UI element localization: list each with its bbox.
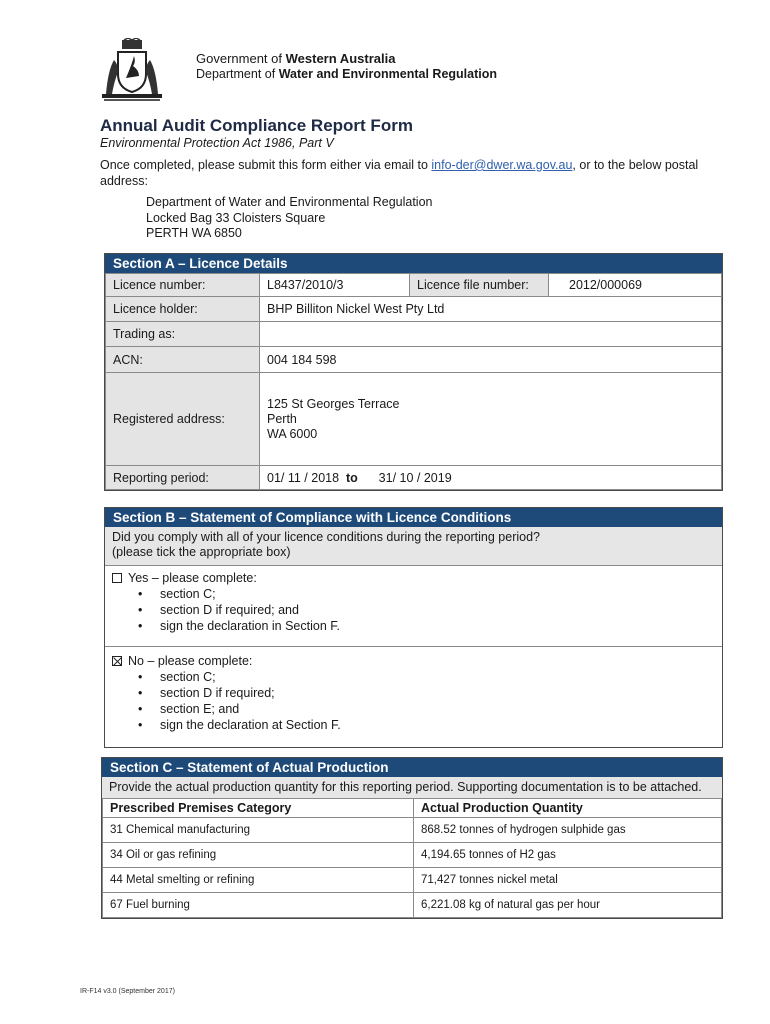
period-from: 01/ 11 / 2018	[267, 470, 340, 485]
acn-label: ACN:	[106, 347, 260, 373]
section-a-licence-details	[104, 253, 723, 491]
quantity-cell[interactable]: 4,194.65 tonnes of H2 gas	[414, 843, 722, 868]
section-b-compliance	[104, 507, 723, 748]
reporting-period-value[interactable]	[260, 466, 722, 490]
intro-after: , or to the below postal address:	[100, 158, 699, 188]
yes-list	[112, 586, 715, 634]
licence-file-label: Licence file number:	[410, 274, 549, 297]
address-line: Department of Water and Environmental Regulation	[146, 195, 433, 209]
category-cell: 34 Oil or gas refining	[103, 843, 414, 868]
registered-address-value[interactable]	[260, 373, 722, 466]
category-cell: 67 Fuel burning	[103, 893, 414, 918]
production-instruction: Provide the actual production quantity for this reporting period. Supporting documentation is to be attached.	[102, 777, 722, 798]
list-item: • section C;	[160, 669, 715, 685]
period-to: 31/ 10 / 2019	[378, 470, 452, 485]
compliance-question	[105, 527, 722, 565]
licence-number-value[interactable]: L8437/2010/3	[260, 274, 410, 297]
trading-as-label: Trading as:	[106, 322, 260, 347]
quantity-cell[interactable]: 868.52 tonnes of hydrogen sulphide gas	[414, 818, 722, 843]
gov-name: Western Australia	[285, 51, 396, 66]
list-item: • section D if required;	[160, 685, 715, 701]
no-label: No – please complete:	[128, 654, 253, 668]
dept-name: Water and Environmental Regulation	[278, 67, 498, 81]
section-c-production	[101, 757, 723, 919]
section-c-heading: Section C – Statement of Actual Production	[102, 758, 722, 777]
form-subtitle: Environmental Protection Act 1986, Part V	[100, 136, 334, 150]
reporting-period-label: Reporting period:	[106, 466, 260, 490]
table-row	[103, 893, 722, 918]
category-cell: 31 Chemical manufacturing	[103, 818, 414, 843]
list-item: • section D if required; and	[160, 602, 715, 618]
government-line	[196, 51, 395, 66]
address-line: Perth	[267, 411, 297, 426]
email-link[interactable]: info-der@dwer.wa.gov.au	[431, 158, 573, 172]
address-line: WA 6000	[267, 426, 318, 441]
category-cell: 44 Metal smelting or refining	[103, 868, 414, 893]
postal-address	[146, 195, 433, 242]
period-to-word: to	[346, 470, 358, 485]
no-list	[112, 669, 715, 733]
column-header-category: Prescribed Premises Category	[103, 799, 414, 818]
acn-value[interactable]: 004 184 598	[260, 347, 722, 373]
dept-prefix: Department of	[196, 67, 276, 81]
section-a-heading: Section A – Licence Details	[105, 254, 722, 273]
column-header-quantity: Actual Production Quantity	[414, 799, 722, 818]
address-line: 125 St Georges Terrace	[267, 396, 400, 411]
form-version-footer: IR-F14 v3.0 (September 2017)	[80, 988, 175, 995]
registered-address-label: Registered address:	[106, 373, 260, 466]
quantity-cell[interactable]: 6,221.08 kg of natural gas per hour	[414, 893, 722, 918]
form-title: Annual Audit Compliance Report Form	[100, 116, 413, 135]
licence-number-label: Licence number:	[106, 274, 260, 297]
yes-checkbox[interactable]	[112, 573, 122, 583]
yes-label: Yes – please complete:	[128, 571, 257, 585]
table-row	[103, 868, 722, 893]
licence-holder-value[interactable]: BHP Billiton Nickel West Pty Ltd	[260, 297, 722, 322]
wa-government-crest-logo	[100, 38, 164, 104]
question-text: Did you comply with all of your licence conditions during the reporting period?	[112, 530, 541, 544]
list-item: • section E; and	[160, 701, 715, 717]
no-checkbox-checked[interactable]	[112, 656, 122, 666]
list-item: • section C;	[160, 586, 715, 602]
licence-file-value[interactable]: 2012/000069	[549, 274, 722, 297]
no-option	[105, 646, 722, 747]
table-row	[103, 843, 722, 868]
address-line: Locked Bag 33 Cloisters Square	[146, 210, 326, 225]
address-line: PERTH WA 6850	[146, 226, 242, 240]
section-b-heading: Section B – Statement of Compliance with Licence Conditions	[105, 508, 722, 527]
licence-holder-label: Licence holder:	[106, 297, 260, 322]
production-table	[102, 798, 722, 918]
intro-before: Once completed, please submit this form either via email to	[100, 158, 432, 172]
yes-option	[105, 565, 722, 646]
quantity-cell[interactable]: 71,427 tonnes nickel metal	[414, 868, 722, 893]
gov-prefix: Government of	[196, 51, 282, 66]
trading-as-value[interactable]	[260, 322, 722, 347]
question-note: (please tick the appropriate box)	[112, 545, 291, 559]
table-row	[103, 818, 722, 843]
list-item: • sign the declaration at Section F.	[160, 717, 715, 733]
intro-text	[100, 157, 710, 189]
department-line	[196, 67, 497, 81]
list-item: • sign the declaration in Section F.	[160, 618, 715, 634]
